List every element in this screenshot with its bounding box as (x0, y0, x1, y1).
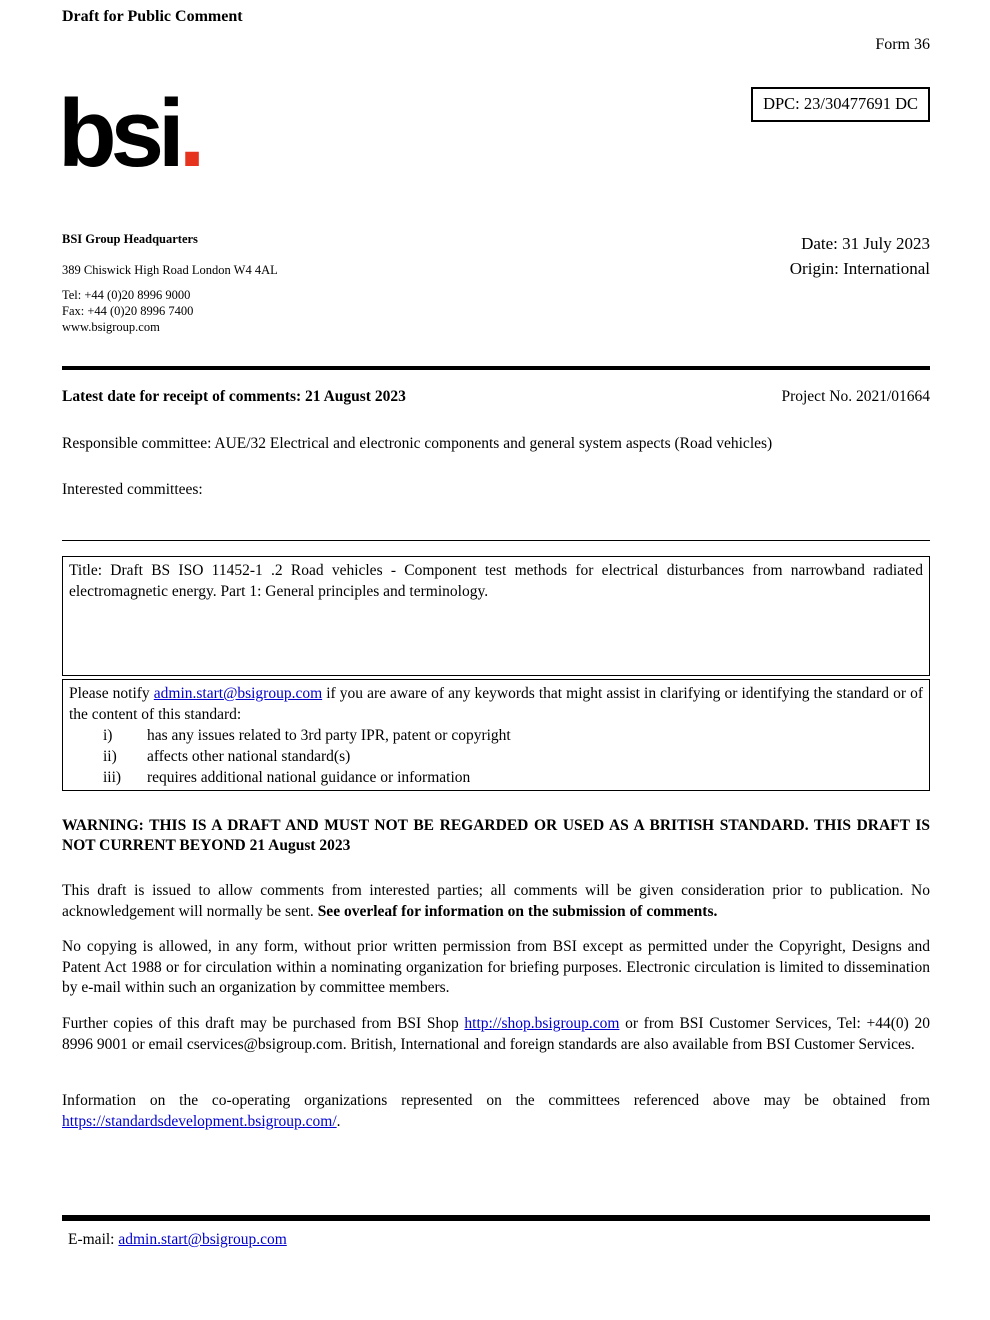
list-item-marker: ii) (103, 748, 117, 765)
comments-deadline-row (62, 388, 930, 406)
further-copies-text-post: or from BSI Customer Services, Tel: +44(0) 20 8996 9001 or email cservices@bsigroup.com. British, International and foreign standards are also available from BSI Customer Services. (62, 1015, 931, 1053)
list-item-marker: i) (103, 727, 113, 744)
footer-email-link[interactable]: admin.start@bsigroup.com (118, 1231, 287, 1248)
list-item (69, 767, 923, 788)
further-copies-paragraph (62, 1014, 930, 1055)
form-number: Form 36 (875, 36, 930, 53)
standards-development-link[interactable]: https://standardsdevelopment.bsigroup.com/ (62, 1112, 337, 1130)
bsi-logo-text: bsi (58, 80, 179, 187)
address-block (62, 232, 278, 335)
notify-list (69, 725, 923, 788)
list-item (69, 725, 923, 746)
bottom-divider-rule (62, 1215, 930, 1221)
notify-box (62, 679, 930, 791)
list-item-text: requires additional national guidance or information (147, 769, 471, 786)
address-tel: Tel: +44 (0)20 8996 9000 (62, 288, 191, 302)
dpc-reference-box (751, 87, 930, 122)
interested-committees-line: Interested committees: (62, 481, 203, 498)
email-label: E-mail: (68, 1231, 119, 1248)
address-website: www.bsigroup.com (62, 320, 160, 334)
document-date: Date: 31 July 2023 (801, 234, 930, 253)
list-item-text: affects other national standard(s) (147, 748, 351, 765)
responsible-committee-line: Responsible committee: AUE/32 Electrical and electronic components and general system aspects (Road vehicles) (62, 435, 773, 452)
dpc-reference-text: DPC: 23/30477691 DC (763, 94, 918, 113)
address-street: 389 Chiswick High Road London W4 4AL (62, 263, 278, 277)
notify-text-pre: Please notify (69, 685, 154, 702)
draft-issued-text: This draft is issued to allow comments from interested parties; all comments will be given consideration prior to publication. No acknowledgement will normally be sent. (62, 882, 930, 920)
footer-email-row (68, 1231, 287, 1249)
document-origin: Origin: International (789, 259, 930, 278)
title-text: Title: Draft BS ISO 11452-1 .2 Road vehicles - Component test methods for electrical disturbances from narrowband radiated electromagnetic energy. Part 1: General principles and terminology. (69, 562, 923, 600)
notify-text-post: if you are aware of any keywords that might assist in clarifying or identifying the standard or of the content of this standard: (69, 685, 924, 723)
further-copies-text-pre: Further copies of this draft may be purchased from BSI Shop (62, 1015, 465, 1032)
bsi-shop-link[interactable]: http://shop.bsigroup.com (464, 1015, 620, 1032)
headquarters-label: BSI Group Headquarters (62, 232, 198, 246)
bsi-logo-red-dot: . (178, 80, 200, 187)
title-box (62, 556, 930, 676)
draft-issued-paragraph (62, 881, 930, 922)
warning-paragraph: WARNING: THIS IS A DRAFT AND MUST NOT BE REGARDED OR USED AS A BRITISH STANDARD. THIS DRAFT IS NOT CURRENT BEYOND 21 August 2023 (62, 817, 930, 854)
bsi-logo (58, 80, 200, 187)
thin-divider-rule (62, 540, 930, 541)
notify-email-link[interactable]: admin.start@bsigroup.com (153, 685, 323, 702)
project-number: Project No. 2021/01664 (781, 388, 930, 405)
cooperating-orgs-text-pre: Information on the co-operating organizations represented on the committees referenced above may be obtained from (62, 1092, 930, 1109)
date-origin-block (790, 231, 930, 281)
latest-date-label: Latest date for receipt of comments: 21 August 2023 (62, 388, 406, 405)
list-item (69, 746, 923, 767)
top-divider-rule (62, 366, 930, 370)
no-copying-paragraph: No copying is allowed, in any form, without prior written permission from BSI except as permitted under the Copyright, Designs and Patent Act 1988 or for circulation within a nominating organization for briefing purposes. Electronic circulation is limited to dissemination by e-mail within such an organization by committee members. (62, 938, 930, 996)
list-item-text: has any issues related to 3rd party IPR, patent or copyright (147, 727, 511, 744)
cooperating-orgs-text-post: . (336, 1112, 341, 1130)
address-fax: Fax: +44 (0)20 8996 7400 (62, 304, 194, 318)
list-item-marker: iii) (103, 769, 122, 786)
draft-for-public-comment-heading: Draft for Public Comment (62, 8, 243, 25)
cooperating-orgs-paragraph (62, 1091, 930, 1132)
see-overleaf-text: See overleaf for information on the submission of comments. (317, 902, 718, 920)
